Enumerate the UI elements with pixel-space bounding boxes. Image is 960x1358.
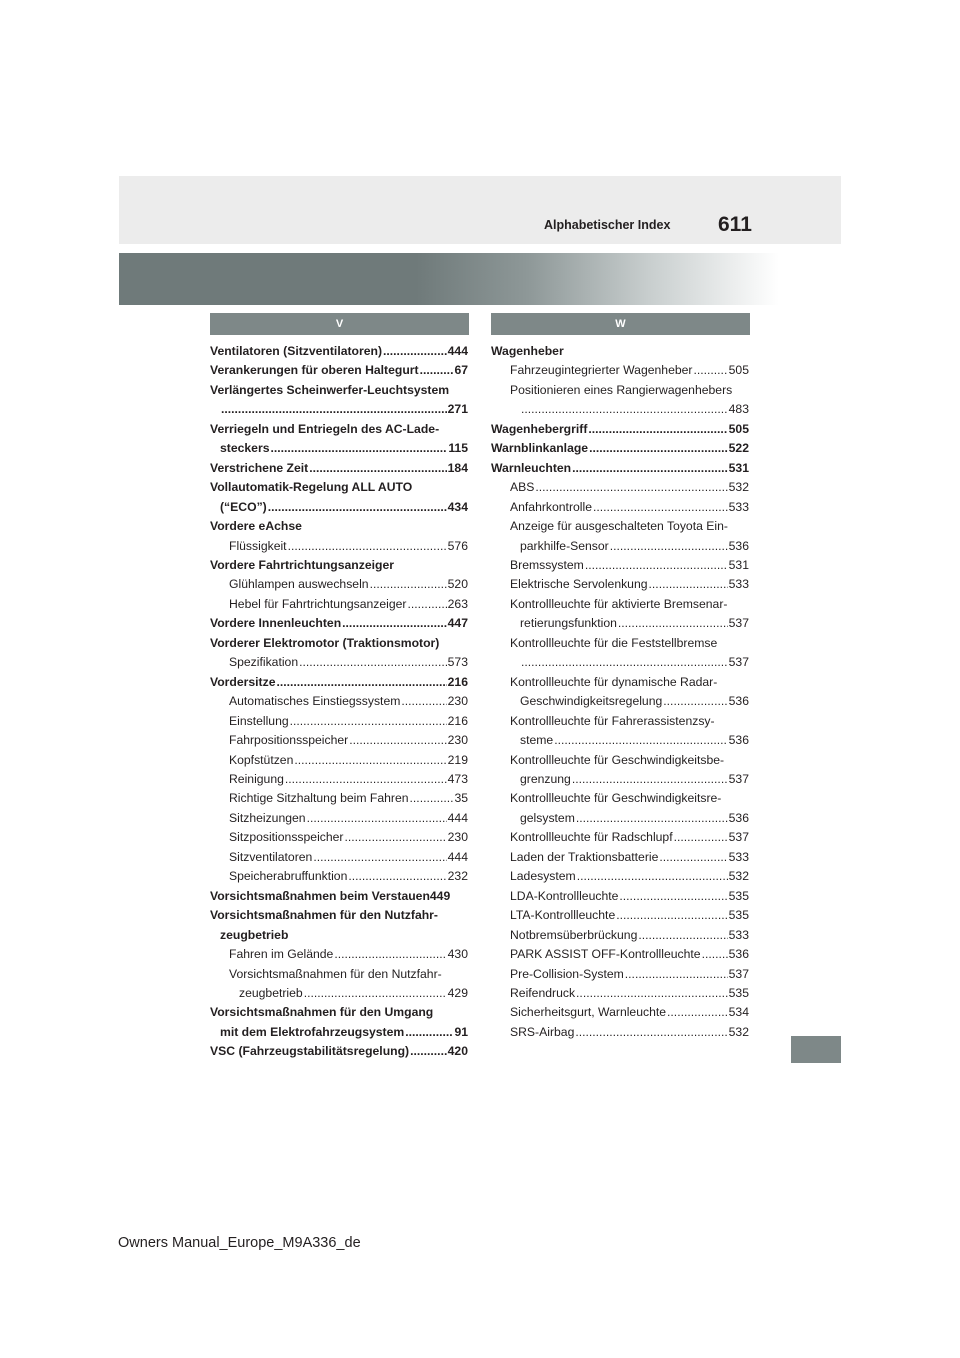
index-entry: Wagenheber [491, 344, 564, 358]
index-entry: Vorsichtsmaßnahmen für den Umgang [210, 1005, 434, 1020]
index-subentry: LTA-Kontrollleuchte ..... 535 [491, 906, 749, 925]
index-entry: Vorsichtsmaßnahmen für den Nutzfahr- [210, 908, 438, 923]
index-entry: Wagenhebergriff ..... 505 [491, 420, 749, 439]
index-subentry: Kontrollleuchte für Fahrerassistenzsy- [510, 713, 715, 728]
index-subentry: Sitzpositionsspeicher ..... 230 [210, 828, 468, 847]
index-subentry-cont: zeugbetrieb ..... 429 [210, 984, 468, 1003]
index-subentry: Hebel für Fahrtrichtungsanzeiger ..... 263 [210, 595, 468, 614]
index-subentry: LDA-Kontrollleuchte ..... 535 [491, 887, 749, 906]
letter-header-w: W [491, 313, 750, 335]
index-subentry: Fahren im Gelände ..... 430 [210, 945, 468, 964]
index-entry-cont: steckers ..... 115 [210, 439, 468, 458]
index-subentry: Notbremsüberbrückung ..... 533 [491, 926, 749, 945]
footer-manual-id: Owners Manual_Europe_M9A336_de [118, 1235, 361, 1251]
index-subentry: Sicherheitsgurt, Warnleuchte ..... 534 [491, 1003, 749, 1022]
index-entry: Ventilatoren (Sitzventilatoren) ..... 444 [210, 342, 468, 361]
index-subentry: ABS ..... 532 [491, 478, 749, 497]
index-entry: Vordere Innenleuchten ..... 447 [210, 614, 468, 633]
index-subentry: Elektrische Servolenkung ..... 533 [491, 575, 749, 594]
index-subentry-cont: gelsystem ..... 536 [491, 809, 749, 828]
index-subentry: Anfahrkontrolle ..... 533 [491, 498, 749, 517]
index-subentry-cont: retierungsfunktion ..... 537 [491, 614, 749, 633]
index-entry: Verriegeln und Entriegeln des AC-Lade- [210, 421, 440, 436]
index-entry-cont: (“ECO”) ..... 434 [210, 498, 468, 517]
index-subentry: PARK ASSIST OFF-Kontrollleuchte ..... 536 [491, 945, 749, 964]
index-subentry: Kontrollleuchte für aktivierte Bremsenar- [510, 596, 728, 611]
index-subentry: Kontrollleuchte für die Feststellbremse [510, 635, 718, 650]
index-subentry-cont: ..... 483 [491, 400, 749, 419]
index-entry: Vorderer Elektromotor (Traktionsmotor) [210, 635, 440, 650]
index-subentry: Reinigung ..... 473 [210, 770, 468, 789]
index-subentry: Bremssystem ..... 531 [491, 556, 749, 575]
index-entry: Verlängertes Scheinwerfer-Leuchtsystem [210, 382, 450, 397]
index-subentry-cont: grenzung ..... 537 [491, 770, 749, 789]
index-subentry: Ladesystem ..... 532 [491, 867, 749, 886]
index-subentry: Vorsichtsmaßnahmen für den Nutzfahr- [229, 966, 442, 981]
index-subentry: Sitzventilatoren ..... 444 [210, 848, 468, 867]
index-subentry: SRS-Airbag ..... 532 [491, 1023, 749, 1042]
index-subentry: Positionieren eines Rangierwagenhebers [510, 382, 733, 397]
index-column-w [491, 342, 749, 1042]
index-subentry-cont: ..... 537 [491, 653, 749, 672]
index-subentry-cont: parkhilfe-Sensor ..... 536 [491, 537, 749, 556]
index-subentry: Speicherabruffunktion ..... 232 [210, 867, 468, 886]
index-entry: Vollautomatik-Regelung ALL AUTO [210, 480, 413, 495]
index-subentry: Reifendruck ..... 535 [491, 984, 749, 1003]
index-subentry: Richtige Sitzhaltung beim Fahren ..... 35 [210, 789, 468, 808]
letter-header-v: V [210, 313, 469, 335]
index-entry: Warnblinkanlage ..... 522 [491, 439, 749, 458]
index-entry: Verstrichene Zeit ..... 184 [210, 459, 468, 478]
index-subentry: Sitzheizungen ..... 444 [210, 809, 468, 828]
index-entry: Vordersitze ..... 216 [210, 673, 468, 692]
chapter-tab-marker [791, 1036, 841, 1063]
index-subentry: Kontrollleuchte für Radschlupf ..... 537 [491, 828, 749, 847]
index-entry: Vorsichtsmaßnahmen beim Verstauen449 [210, 888, 451, 903]
section-title: Alphabetischer Index [544, 218, 671, 232]
header-gradient-bar [119, 253, 779, 305]
page-number: 611 [718, 213, 752, 236]
index-subentry: Automatisches Einstiegssystem ..... 230 [210, 692, 468, 711]
index-entry: Vordere eAchse [210, 519, 302, 534]
index-subentry: Kopfstützen ..... 219 [210, 751, 468, 770]
index-entry: VSC (Fahrzeugstabilitätsregelung) ..... 420 [210, 1042, 468, 1061]
index-subentry: Fahrzeugintegrierter Wagenheber ..... 505 [491, 361, 749, 380]
index-subentry: Flüssigkeit ..... 576 [210, 537, 468, 556]
index-subentry-cont: Geschwindigkeitsregelung ..... 536 [491, 692, 749, 711]
index-subentry: Fahrpositionsspeicher ..... 230 [210, 731, 468, 750]
index-subentry: Laden der Traktionsbatterie ..... 533 [491, 848, 749, 867]
index-entry: Vordere Fahrtrichtungsanzeiger [210, 557, 394, 572]
index-subentry: Anzeige für ausgeschalteten Toyota Ein- [510, 519, 728, 534]
index-subentry-cont: steme ..... 536 [491, 731, 749, 750]
index-subentry: Glühlampen auswechseln ..... 520 [210, 575, 468, 594]
index-entry-cont: zeugbetrieb [220, 927, 289, 942]
index-subentry: Kontrollleuchte für Geschwindigkeitsre- [510, 791, 722, 806]
index-subentry: Einstellung ..... 216 [210, 712, 468, 731]
index-subentry: Kontrollleuchte für Geschwindigkeitsbe- [510, 752, 725, 767]
index-entry: Warnleuchten ..... 531 [491, 459, 749, 478]
index-entry-cont: ..... 271 [210, 400, 468, 419]
index-subentry: Spezifikation ..... 573 [210, 653, 468, 672]
index-column-v [210, 342, 468, 1062]
index-entry-cont: mit dem Elektrofahrzeugsystem ..... 91 [210, 1023, 468, 1042]
index-subentry: Pre-Collision-System ..... 537 [491, 965, 749, 984]
index-entry: Verankerungen für oberen Haltegurt ..... 67 [210, 361, 468, 380]
index-subentry: Kontrollleuchte für dynamische Radar- [510, 674, 718, 689]
